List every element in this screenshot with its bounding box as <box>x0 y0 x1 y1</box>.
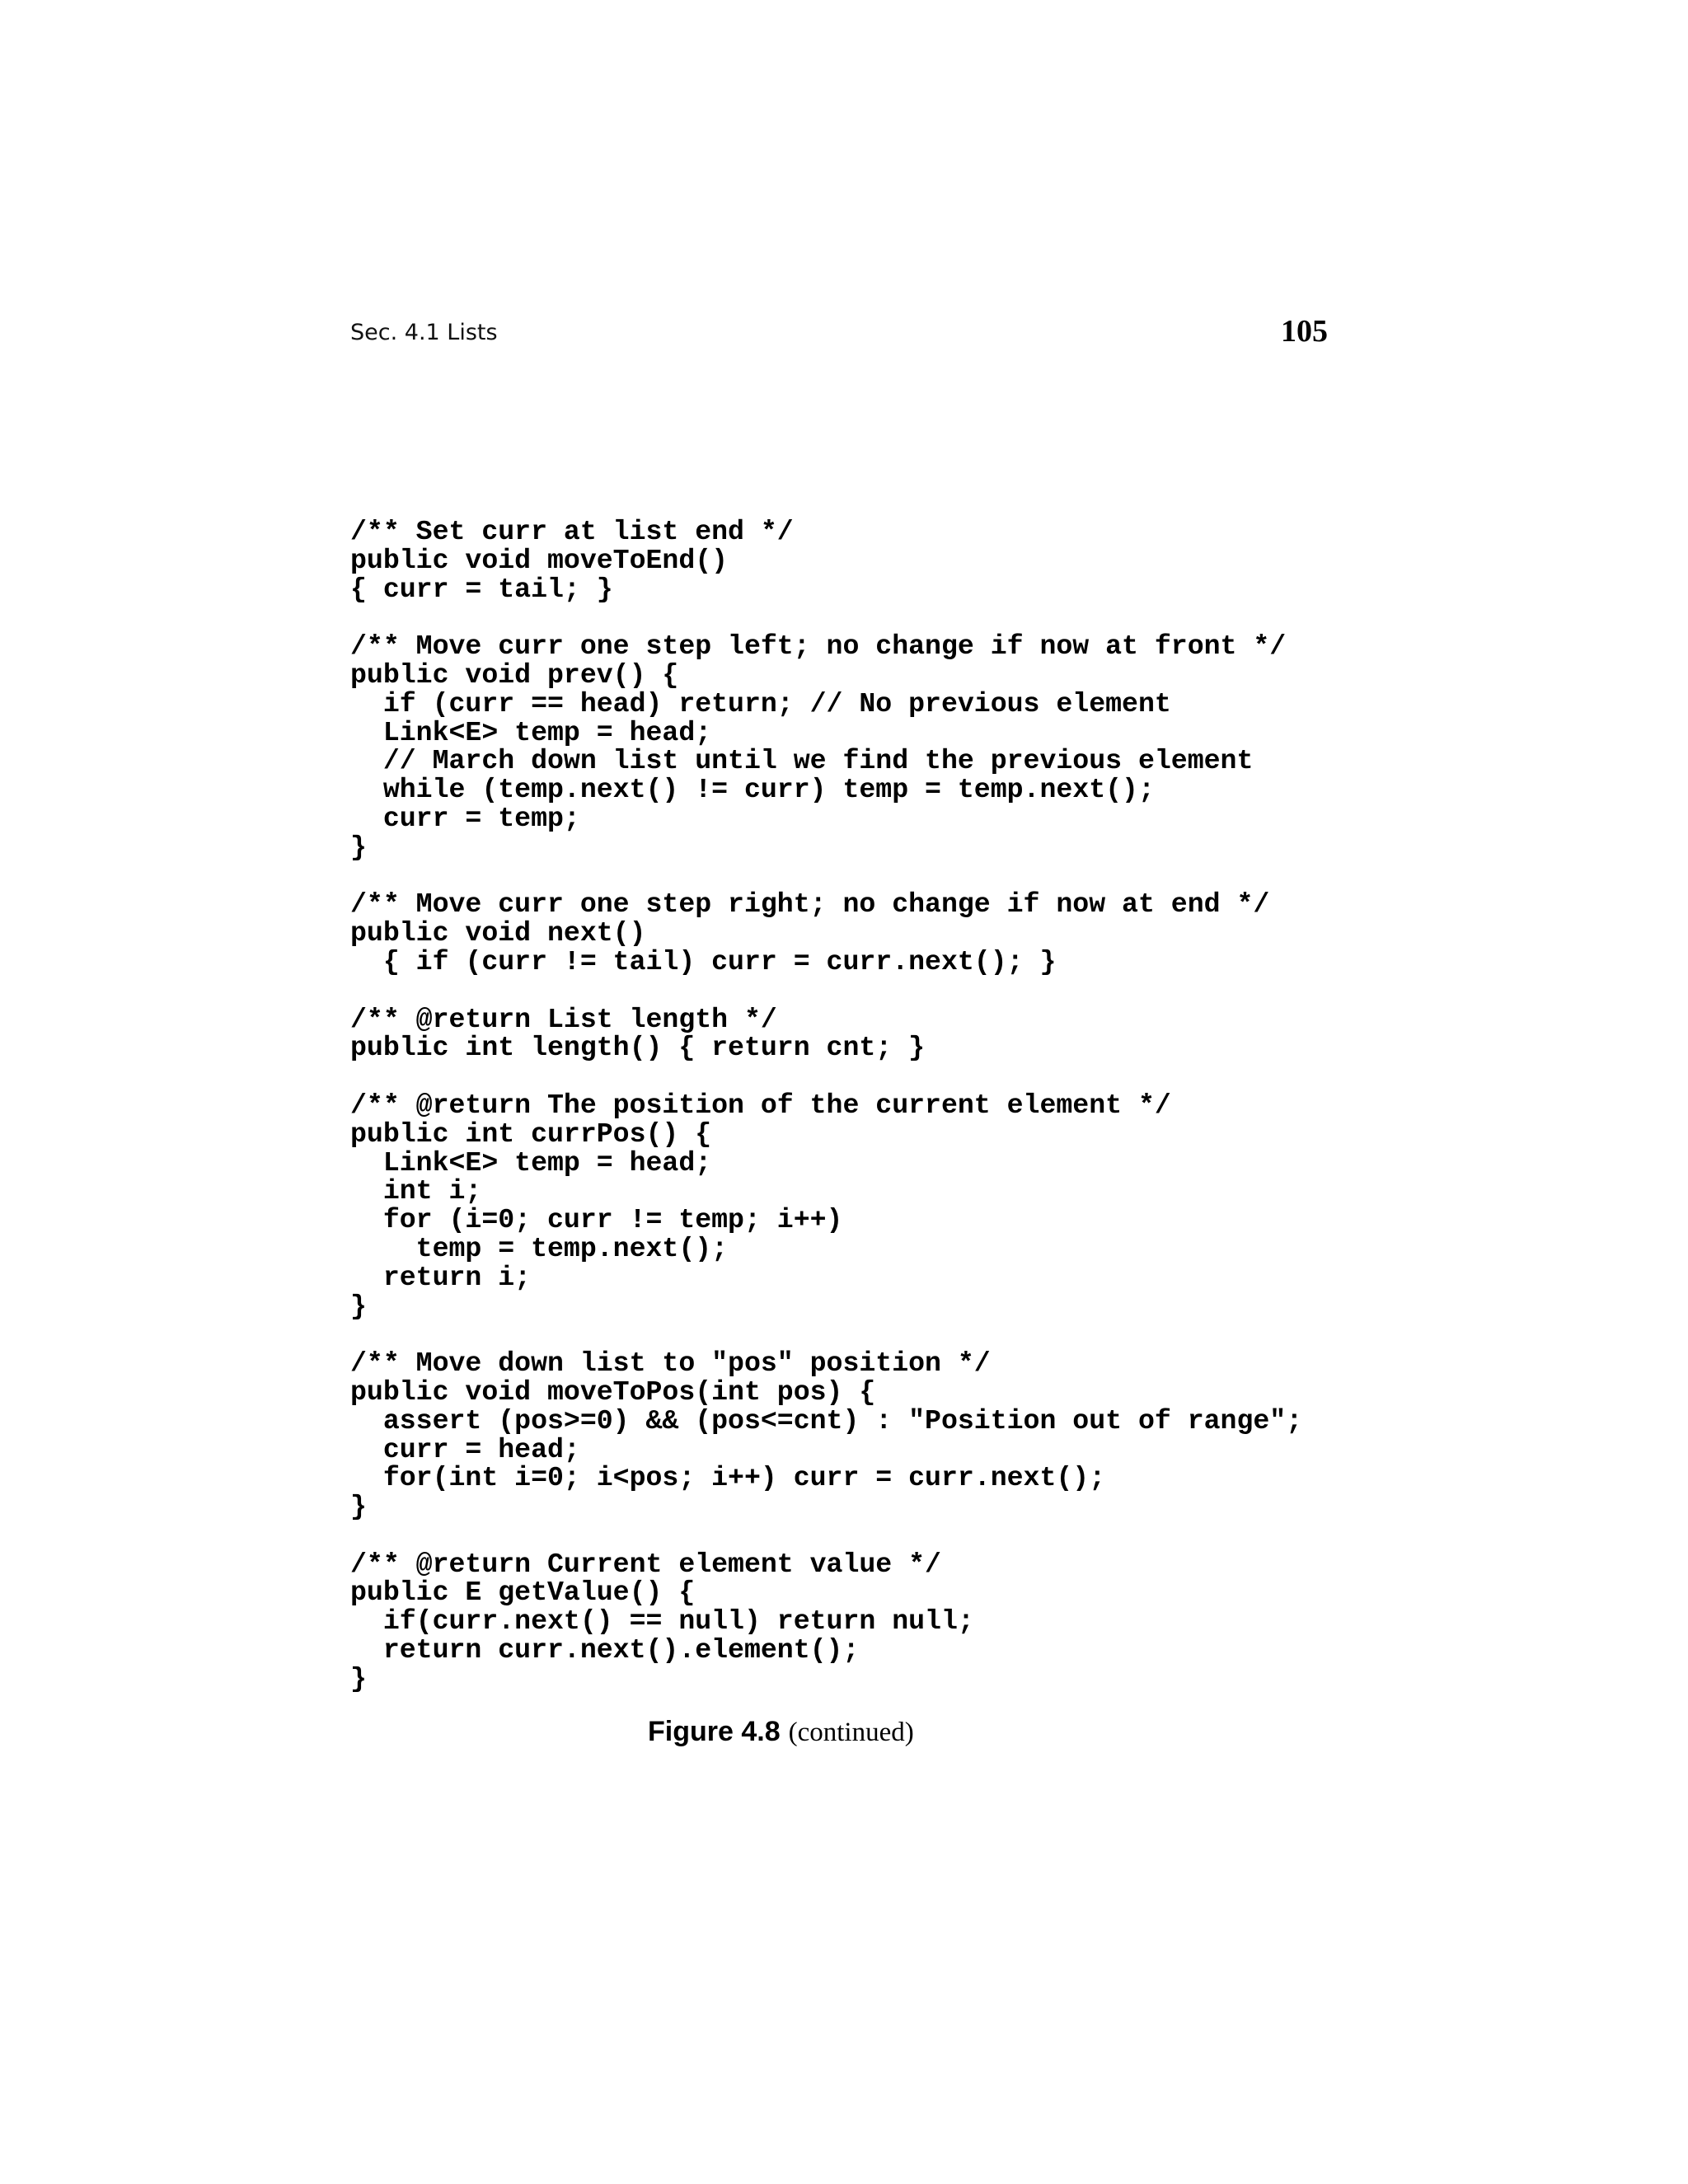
code-line: /** @return Current element value */ <box>350 1548 941 1580</box>
code-line: public void next() <box>350 917 646 949</box>
code-line: /** @return List length */ <box>350 1003 777 1035</box>
code-line: /** Move down list to "pos" position */ <box>350 1347 991 1380</box>
code-line: // March down list until we find the previous element <box>350 745 1254 777</box>
page-number: 105 <box>1281 314 1328 349</box>
code-line: } <box>350 1290 367 1322</box>
code-line: /** Move curr one step right; no change if now at end */ <box>350 888 1270 921</box>
code-line: Link<E> temp = head; <box>350 1146 712 1179</box>
code-line <box>350 1062 1339 1091</box>
code-line: { if (curr != tail) curr = curr.next(); } <box>350 945 1057 977</box>
code-line: public int currPos() { <box>350 1118 712 1150</box>
figure-label: Figure 4.8 <box>648 1716 781 1747</box>
code-line: Link<E> temp = head; <box>350 716 712 748</box>
code-line: int i; <box>350 1175 482 1207</box>
code-line <box>350 977 1339 1005</box>
code-line: /** Move curr one step left; no change if now at front */ <box>350 630 1287 663</box>
code-line: return curr.next().element(); <box>350 1634 860 1666</box>
code-line: public E getValue() { <box>350 1577 696 1609</box>
code-line: /** Set curr at list end */ <box>350 516 794 547</box>
code-line: public int length() { return cnt; } <box>350 1032 926 1064</box>
code-line: for(int i=0; i<pos; i++) curr = curr.next(); <box>350 1462 1106 1494</box>
code-line: return i; <box>350 1261 532 1293</box>
code-line <box>350 862 1339 891</box>
code-line <box>350 603 1339 632</box>
code-line: public void moveToPos(int pos) { <box>350 1376 876 1408</box>
code-line: public void moveToEnd() <box>350 544 729 576</box>
code-line <box>350 1521 1339 1550</box>
code-line: while (temp.next() != curr) temp = temp.next(); <box>350 774 1155 806</box>
figure-caption-text: (continued) <box>788 1718 914 1747</box>
code-line: for (i=0; curr != temp; i++) <box>350 1204 843 1236</box>
code-line: public void prev() { <box>350 658 679 691</box>
code-line: } <box>350 1491 367 1523</box>
code-listing <box>350 518 1339 1694</box>
code-line: /** @return The position of the current element */ <box>350 1089 1171 1121</box>
code-line: curr = temp; <box>350 802 580 834</box>
running-head: Sec. 4.1 Lists <box>350 320 498 345</box>
code-line: if(curr.next() == null) return null; <box>350 1605 974 1638</box>
code-line: assert (pos>=0) && (pos<=cnt) : "Position out of range"; <box>350 1404 1303 1436</box>
figure-caption <box>648 1716 914 1748</box>
code-line: temp = temp.next(); <box>350 1232 729 1264</box>
code-line: { curr = tail; } <box>350 573 613 605</box>
code-line: } <box>350 1662 367 1694</box>
code-line: if (curr == head) return; // No previous element <box>350 687 1171 719</box>
code-line: curr = head; <box>350 1433 580 1465</box>
code-line <box>350 1320 1339 1349</box>
code-line: } <box>350 831 367 863</box>
